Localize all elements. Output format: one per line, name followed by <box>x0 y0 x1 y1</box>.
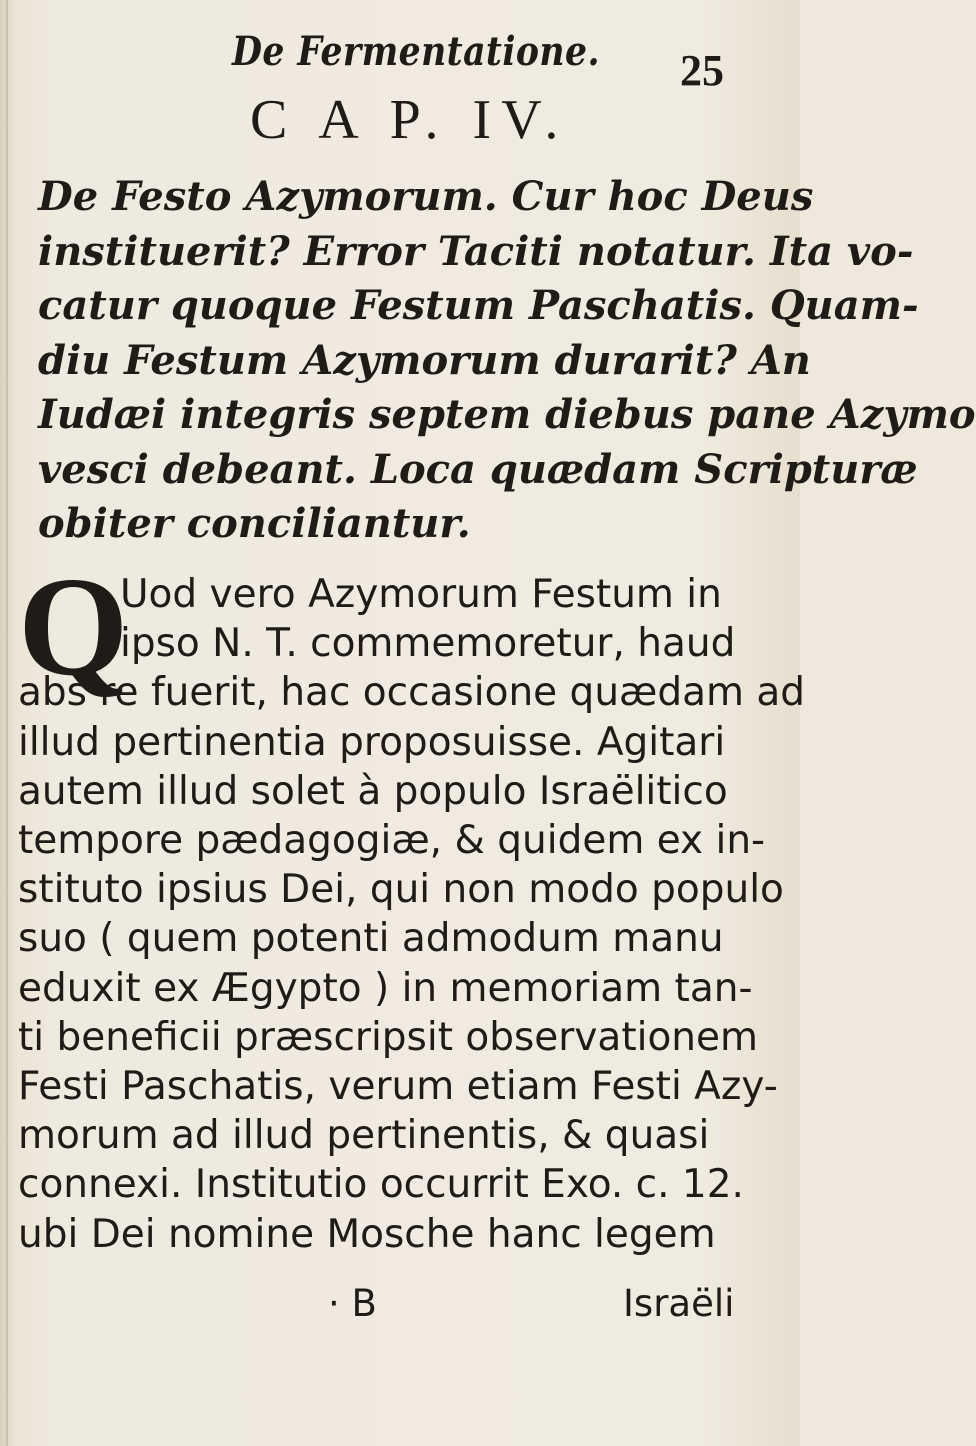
binding-gutter <box>6 0 8 1446</box>
body-line: connexi. Institutio occurrit Exo. c. 12. <box>18 1162 744 1208</box>
summary-line: instituerit? Error Taciti notatur. Ita vo- <box>38 227 914 275</box>
summary-line: catur quoque Festum Paschatis. Quam- <box>38 282 919 329</box>
body-line: tempore pædagogiæ, & quidem ex in- <box>18 818 766 864</box>
body-line: abs re fuerit, hac occasione quædam ad <box>18 670 806 716</box>
summary-line: Iudæi integris septem diebus pane Azymo <box>38 391 976 438</box>
signature-mark: · B <box>328 1282 377 1325</box>
body-line: autem illud solet à populo Israëlitico <box>18 768 728 814</box>
running-head: De Fermentatione. <box>232 28 600 75</box>
body-text <box>18 547 806 1259</box>
summary-line: obiter conciliantur. <box>38 500 471 547</box>
summary-line: diu Festum Azymorum durarit? An <box>38 336 811 384</box>
catchword: Israëli <box>623 1282 735 1325</box>
chapter-summary <box>38 170 976 552</box>
body-line: ti beneficii præscripsit observationem <box>18 1014 759 1060</box>
body-line: ubi Dei nomine Mosche hanc legem <box>18 1211 716 1257</box>
chapter-title: C A P. IV. <box>250 89 569 151</box>
drop-cap: Q <box>18 547 129 705</box>
summary-line: De Festo Azymorum. Cur hoc Deus <box>38 173 814 220</box>
page-number: 25 <box>680 46 724 95</box>
summary-line: vesci debeant. Loca quædam Scripturæ <box>38 445 918 493</box>
body-line: suo ( quem potenti admodum manu <box>18 916 724 962</box>
body-line: illud pertinentia proposuisse. Agitari <box>18 719 726 765</box>
body-line: Uod vero Azymorum Festum in <box>120 572 722 617</box>
body-line: eduxit ex Ægypto ) in memoriam tan- <box>18 965 753 1011</box>
body-line: ipso N. T. commemoretur, haud <box>120 621 736 667</box>
body-line: stituto ipsius Dei, qui non modo populo <box>18 867 784 913</box>
body-line: morum ad illud pertinentis, & quasi <box>18 1113 710 1159</box>
body-line: Festi Paschatis, verum etiam Festi Azy- <box>18 1064 778 1110</box>
